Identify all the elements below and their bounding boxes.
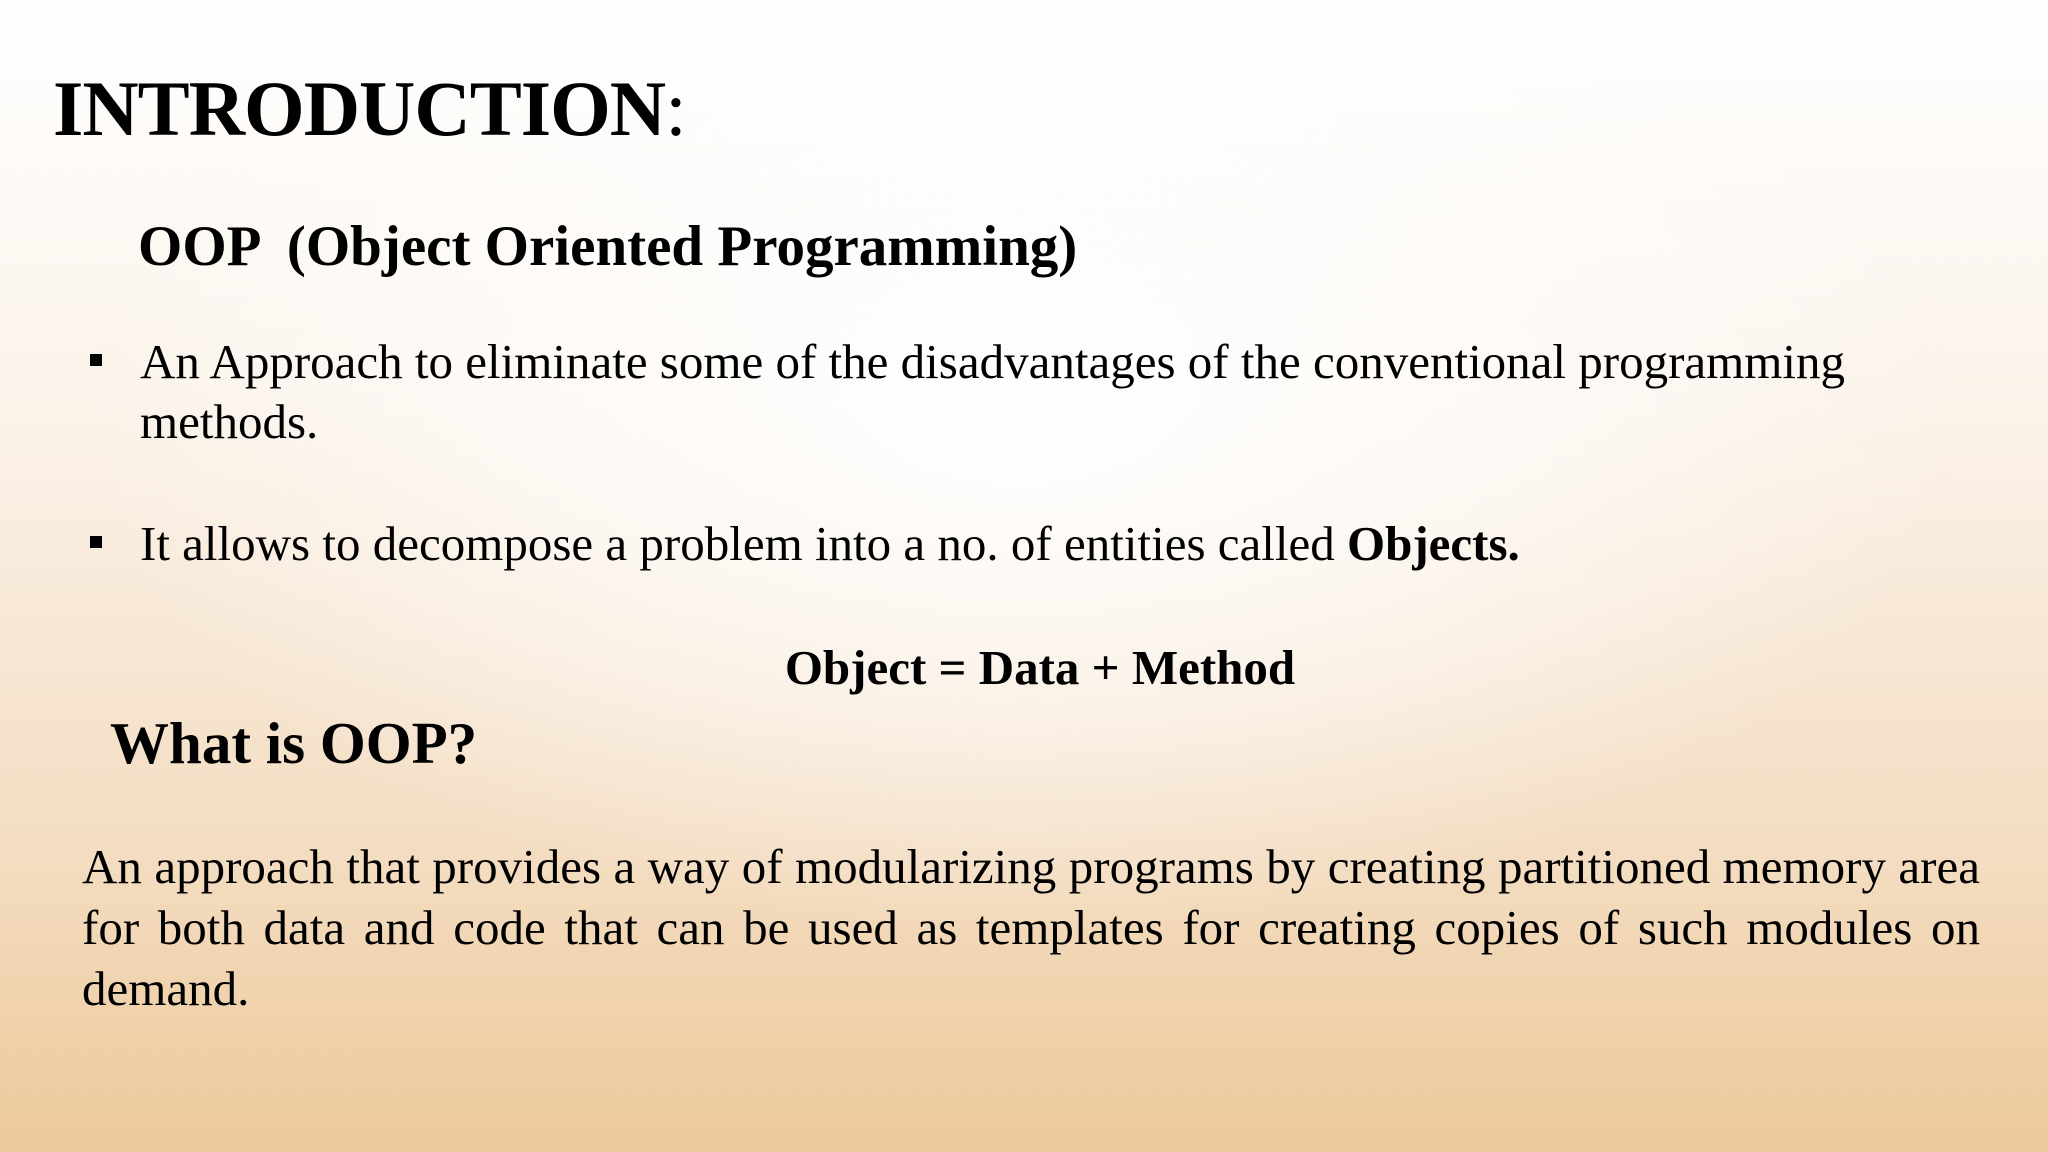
square-bullet-icon bbox=[90, 354, 102, 366]
definition-paragraph: An approach that provides a way of modularizing programs by creating partitioned memory area for both data and code that can be used as templates for creating copies of such modules on demand. bbox=[82, 839, 1980, 1016]
slide-subtitle: OOP (Object Oriented Programming) bbox=[138, 215, 1078, 278]
bullet-text: An Approach to eliminate some of the disadvantages of the conventional programming methods. bbox=[140, 334, 1846, 449]
object-equation: Object = Data + Method bbox=[784, 640, 1296, 695]
slide-title bbox=[53, 65, 686, 152]
section-heading: What is OOP? bbox=[110, 710, 478, 776]
bullet-emphasis: Objects. bbox=[1346, 516, 1520, 571]
slide-title-text: INTRODUCTION bbox=[53, 65, 666, 152]
bullet-item bbox=[140, 514, 1940, 574]
bullet-item bbox=[140, 332, 1940, 452]
slide-title-colon: : bbox=[665, 65, 686, 152]
square-bullet-icon bbox=[90, 536, 102, 548]
bullet-text: It allows to decompose a problem into a no. of entities called bbox=[140, 516, 1347, 571]
